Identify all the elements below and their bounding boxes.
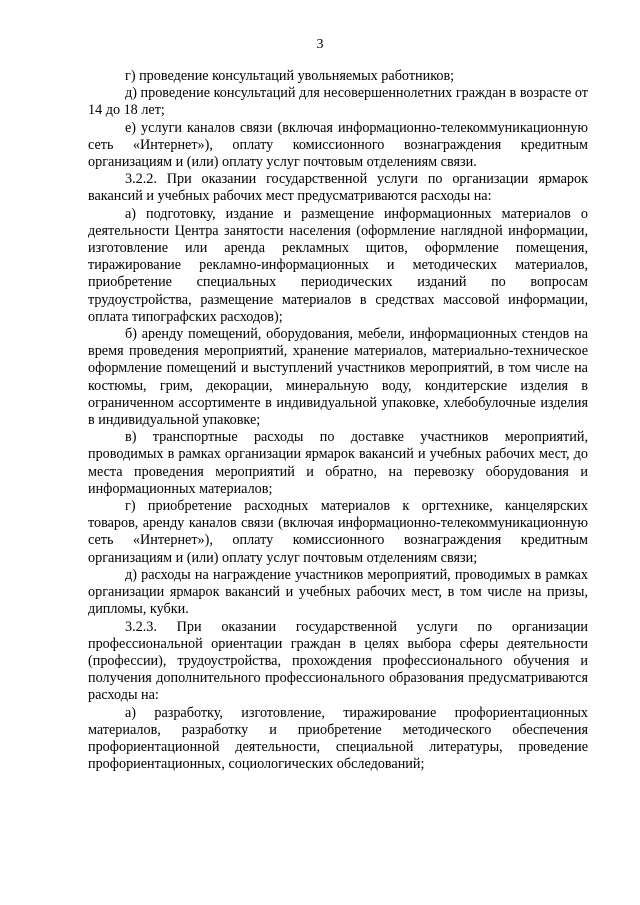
paragraph-g-consumables: г) приобретение расходных материалов к оргтехнике, канцелярских товаров, аренду каналов связи (включая информационно-телекоммуникационную сеть «Интернет»), оплату комиссионного вознаграждения кредитным организациям и (или) оплату услуг почтовым отделениям связи;: [88, 498, 588, 566]
paragraph-e-communication-services: е) услуги каналов связи (включая информационно-телекоммуникационную сеть «Интернет»), оплату комиссионного вознаграждения кредитным организациям и (или) оплату услуг почтовым отделениям связи.: [88, 119, 588, 171]
paragraph-d-awards: д) расходы на награждение участников мероприятий, проводимых в рамках организации ярмарок вакансий и учебных рабочих мест, в том числе на призы, дипломы, кубки.: [88, 566, 588, 618]
document-body: [88, 68, 588, 773]
paragraph-3-2-3-career-guidance: 3.2.3. При оказании государственной услуги по организации профессиональной ориентации граждан в целях выбора сферы деятельности (профессии), трудоустройства, прохождения профессионального обучения и получения дополнительного профессионального образования предусматриваются расходы на:: [88, 618, 588, 704]
paragraph-b-rent-premises: б) аренду помещений, оборудования, мебели, информационных стендов на время проведения мероприятий, хранение материалов, материально-техническое оформление помещений и выступлений участников мероприятий, в том числе на костюмы, грим, декорации, минеральную воду, кондитерские изделия в ограниченном ассортименте в индивидуальной упаковке, хлебобулочные изделия в индивидуальной упаковке;: [88, 326, 588, 429]
paragraph-g-consultations-dismissed: г) проведение консультаций увольняемых работников;: [125, 68, 455, 84]
paragraph-v-transport-expenses: в) транспортные расходы по доставке участников мероприятий, проводимых в рамках организации ярмарок вакансий и учебных рабочих мест, до места проведения мероприятий и обратно, на перевозку оборудования и информационных материалов;: [88, 429, 588, 497]
paragraph-d-consultations-minors: д) проведение консультаций для несовершеннолетних граждан в возрасте от 14 до 18 лет;: [88, 85, 588, 119]
paragraph-a-information-materials: а) подготовку, издание и размещение информационных материалов о деятельности Центра занятости населения (оформление наглядной информации, изготовление или аренда рекламных щитов, оформление помещения, тиражирование рекламно-информационных и методических материалов, приобретение специальных периодических изданий по вопросам трудоустройства, размещение материалов в средствах массовой информации, оплата типографских расходов);: [88, 205, 588, 325]
paragraph-3-2-2-job-fairs: 3.2.2. При оказании государственной услуги по организации ярмарок вакансий и учебных рабочих мест предусматриваются расходы на:: [88, 171, 588, 205]
page-number: 3: [316, 37, 324, 52]
paragraph-a-career-materials: а) разработку, изготовление, тиражирование профориентационных материалов, разработку и приобретение методического обеспечения профориентационной деятельности, специальной литературы, проведение профориентационных, социологических обследований;: [88, 704, 588, 773]
